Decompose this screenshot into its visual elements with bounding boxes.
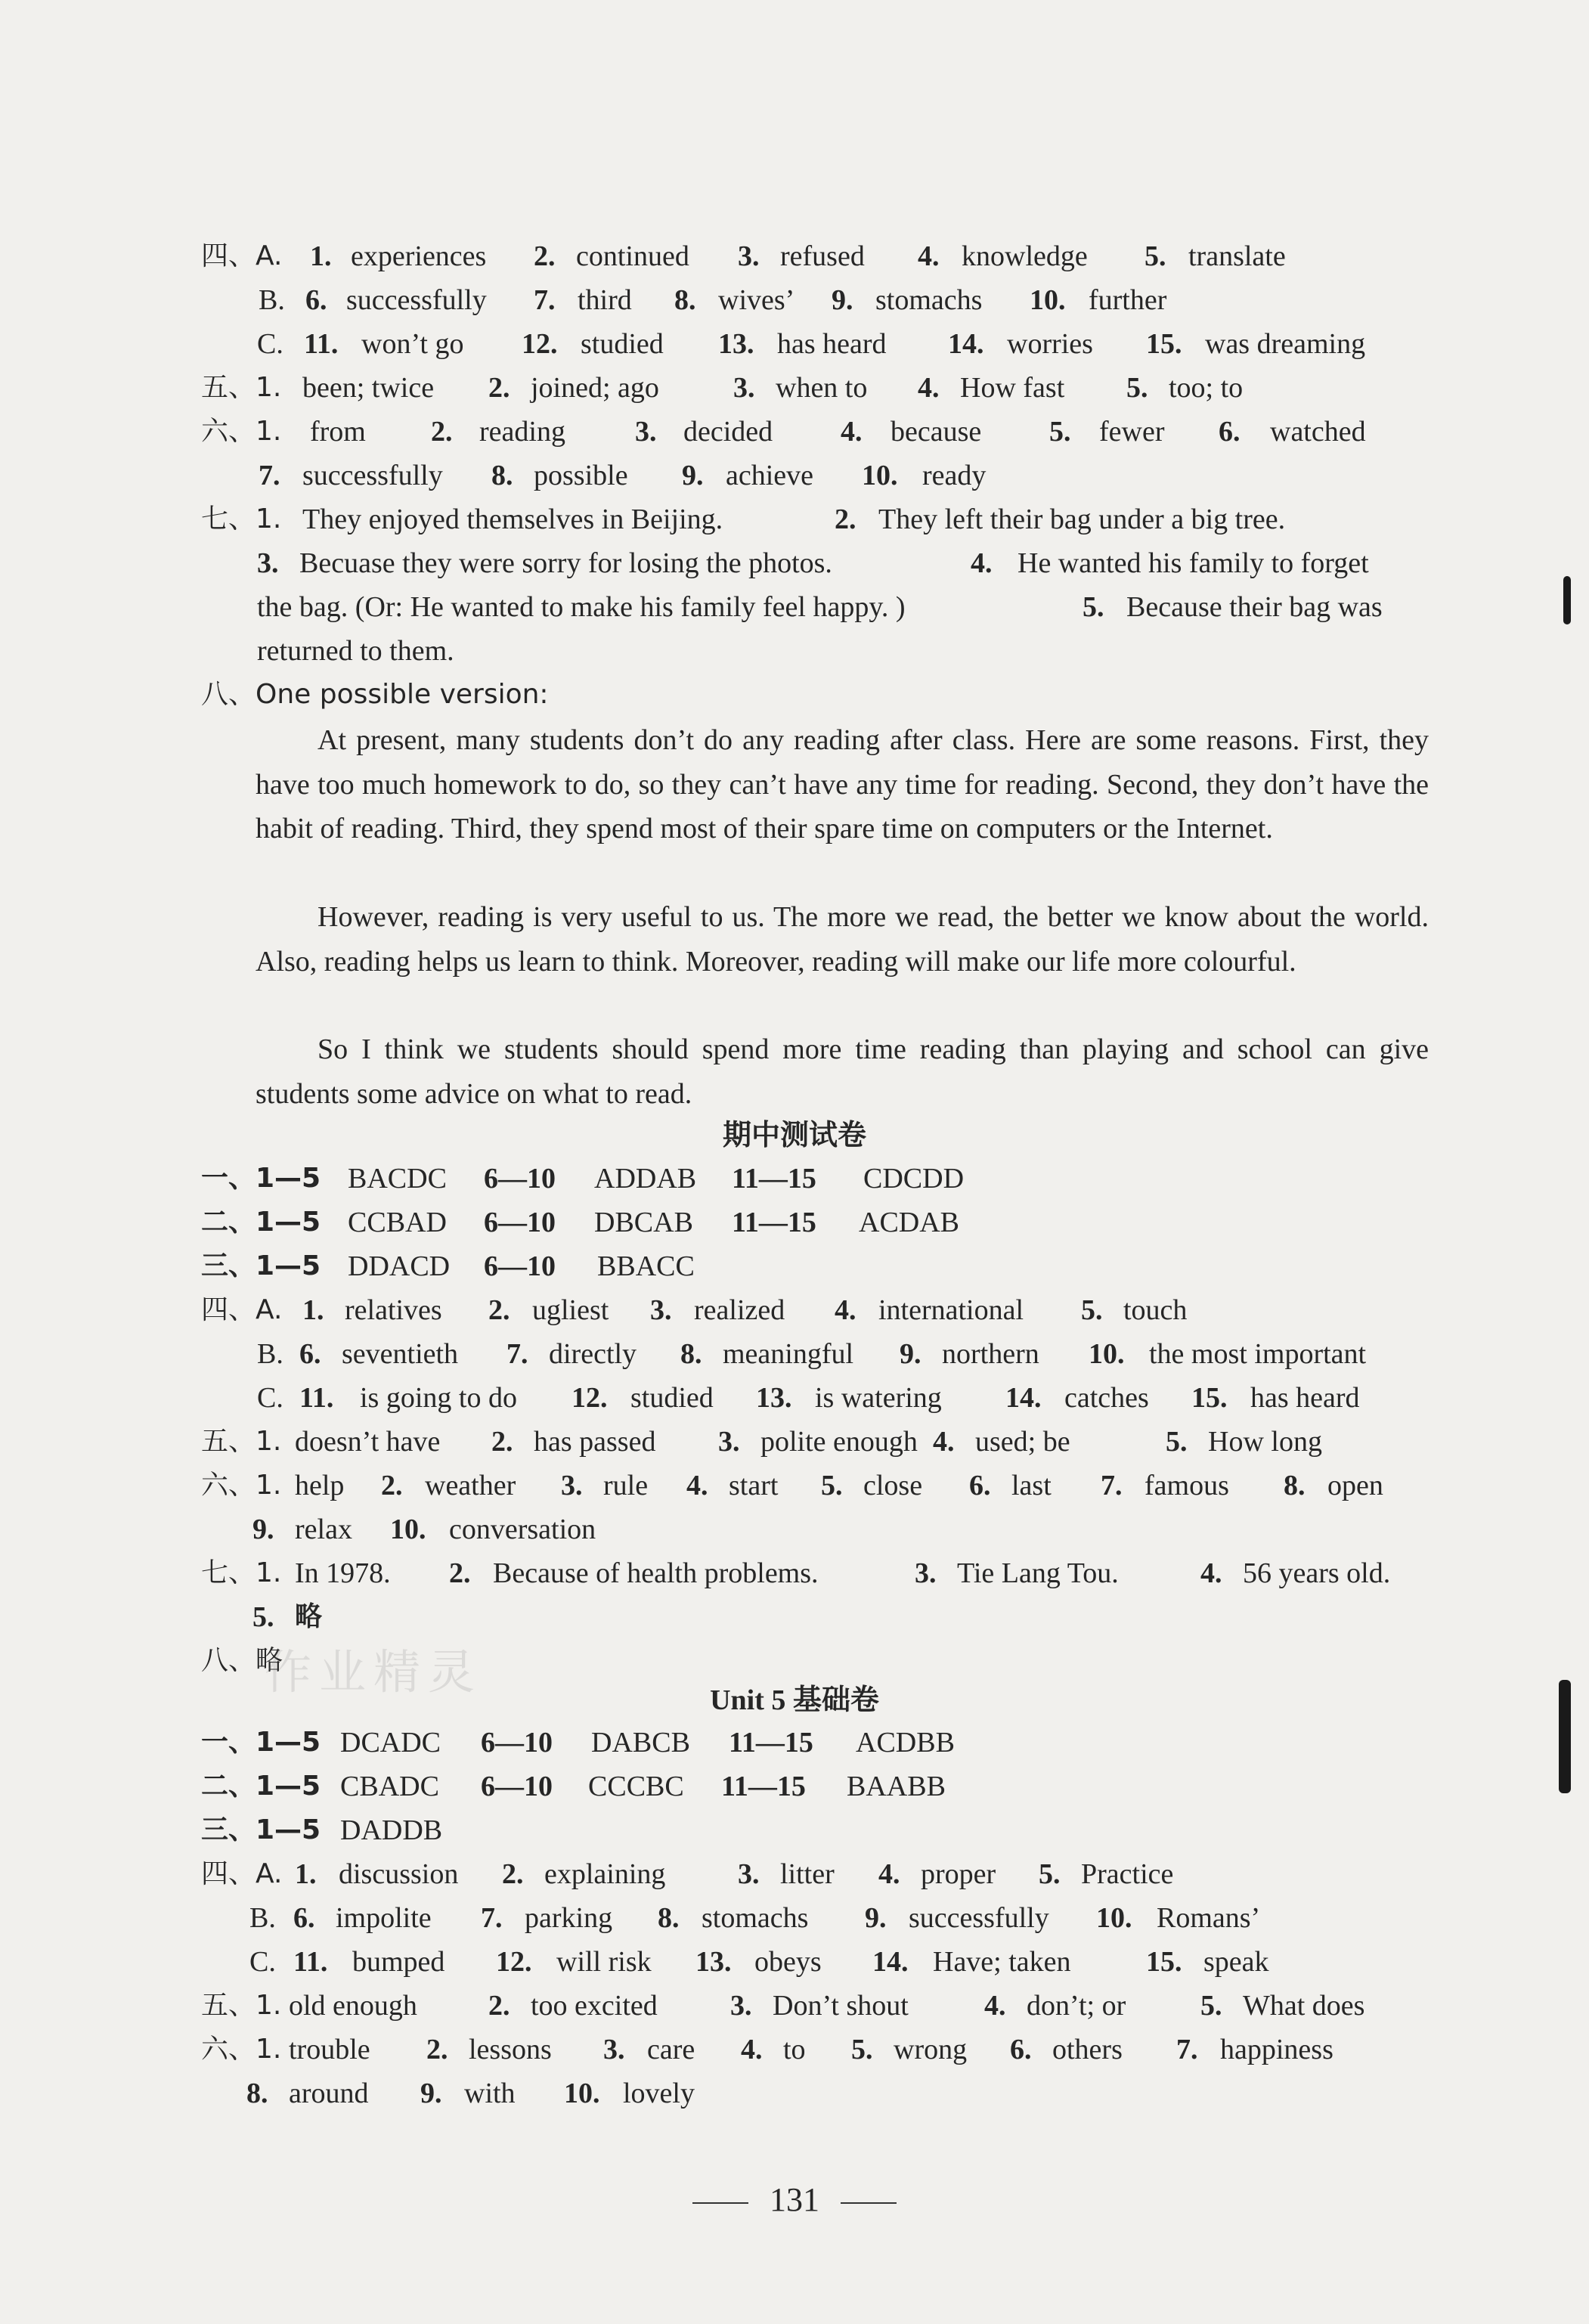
s2-line-7: 五、1. doesn’t have 2. has passed 3. polite enough 4. used; be 5. How long xyxy=(201,1426,1322,1458)
s1-line-9: the bag. (Or: He wanted to make his family feel happy. ) 5. Because their bag was xyxy=(257,591,1383,623)
s2-line-9: 9. relax 10. conversation xyxy=(252,1514,596,1545)
s3-line-2: 二、1—5 CBADC 6—10 CCCBC 11—15 BAABB xyxy=(201,1771,946,1802)
s2-line-4: 四、A. 1. relatives 2. ugliest 3. realized 4. international 5. touch xyxy=(201,1294,1188,1326)
s2-line-10: 七、1. In 1978. 2. Because of health problems. 3. Tie Lang Tou. 4. 56 years old. xyxy=(201,1557,1391,1589)
scan-mark xyxy=(1563,576,1571,624)
s1-line-11: 八、One possible version: xyxy=(201,679,549,710)
s3-line-1: 一、1—5 DCADC 6—10 DABCB 11—15 ACDBB xyxy=(201,1727,955,1758)
s2-line-8: 六、1. help 2. weather 3. rule 4. start 5. close 6. last 7. famous 8. open xyxy=(201,1470,1383,1501)
s1-line-6: 7. successfully 8. possible 9. achieve 10. ready xyxy=(259,460,987,491)
s1-line-3: C. 11. won’t go 12. studied 13. has heard 14. worries 15. was dreaming xyxy=(257,328,1366,360)
essay-paragraph-2: However, reading is very useful to us. The more we read, the better we know about the world. Also, reading helps us learn to think. Moreover, reading will make our life more colourful. xyxy=(256,901,1429,978)
s3-line-4: 四、A. 1. discussion 2. explaining 3. litter 4. proper 5. Practice xyxy=(201,1858,1174,1890)
s2-line-1: 一、1—5 BACDC 6—10 ADDAB 11—15 CDCDD xyxy=(201,1163,965,1195)
s2-line-3: 三、1—5 DDACD 6—10 BBACC xyxy=(201,1250,695,1282)
section-title-midterm: 期中测试卷 xyxy=(722,1118,866,1151)
s1-line-7: 七、1. They enjoyed themselves in Beijing. 2. They left their bag under a big tree. xyxy=(201,504,1286,535)
s1-line-5: 六、1. from 2. reading 3. decided 4. because 5. fewer 6. watched xyxy=(201,416,1366,448)
essay-paragraph-3: So I think we students should spend more time reading than playing and school can give students some advice on what to read. xyxy=(256,1033,1429,1110)
s3-line-9: 8. around 9. with 10. lovely xyxy=(246,2078,695,2109)
s3-line-6: C. 11. bumped 12. will risk 13. obeys 14. Have; taken 15. speak xyxy=(249,1946,1269,1978)
essay-paragraph-1: At present, many students don’t do any reading after class. Here are some reasons. First, they have too much homework to do, so they can’t have any time for reading. Second, they don’t have the habit of reading. Third, they spend most of their spare time on computers or the Internet. xyxy=(256,724,1429,844)
section-title-unit5: Unit 5 基础卷 xyxy=(710,1684,879,1716)
s3-line-8: 六、1. trouble 2. lessons 3. care 4. to 5. wrong 6. others 7. happiness xyxy=(201,2034,1333,2065)
s2-line-2: 二、1—5 CCBAD 6—10 DBCAB 11—15 ACDAB xyxy=(201,1207,960,1238)
watermark-logo: 作业精灵 xyxy=(265,1644,483,1700)
s3-line-5: B. 6. impolite 7. parking 8. stomachs 9. successfully 10. Romans’ xyxy=(249,1902,1261,1934)
s3-line-7: 五、1. old enough 2. too excited 3. Don’t shout 4. don’t; or 5. What does xyxy=(201,1990,1365,2022)
s1-line-8: 3. Becuase they were sorry for losing the photos. 4. He wanted his family to forget xyxy=(257,547,1369,579)
s2-line-12: 八、略 xyxy=(201,1645,283,1676)
s2-line-5: B. 6. seventieth 7. directly 8. meaningful 9. northern 10. the most important xyxy=(257,1338,1367,1370)
s1-line-2: B. 6. successfully 7. third 8. wives’ 9. stomachs 10. further xyxy=(259,284,1167,316)
page-number: 131 xyxy=(0,2177,1589,2223)
s2-line-11: 5. 略 xyxy=(252,1601,323,1633)
label: 四、A. xyxy=(201,240,283,271)
scan-mark-2 xyxy=(1559,1680,1571,1793)
s1-line-10: returned to them. xyxy=(257,635,454,667)
s1-line-4: 五、1. been; twice 2. joined; ago 3. when to 4. How fast 5. too; to xyxy=(201,372,1244,404)
s1-line-1: 四、A. 1. experiences 2. continued 3. refused 4. knowledge 5. translate xyxy=(0,234,1589,278)
s3-line-3: 三、1—5 DADDB xyxy=(201,1814,443,1846)
s2-line-6: C. 11. is going to do 12. studied 13. is watering 14. catches 15. has heard xyxy=(257,1382,1360,1414)
